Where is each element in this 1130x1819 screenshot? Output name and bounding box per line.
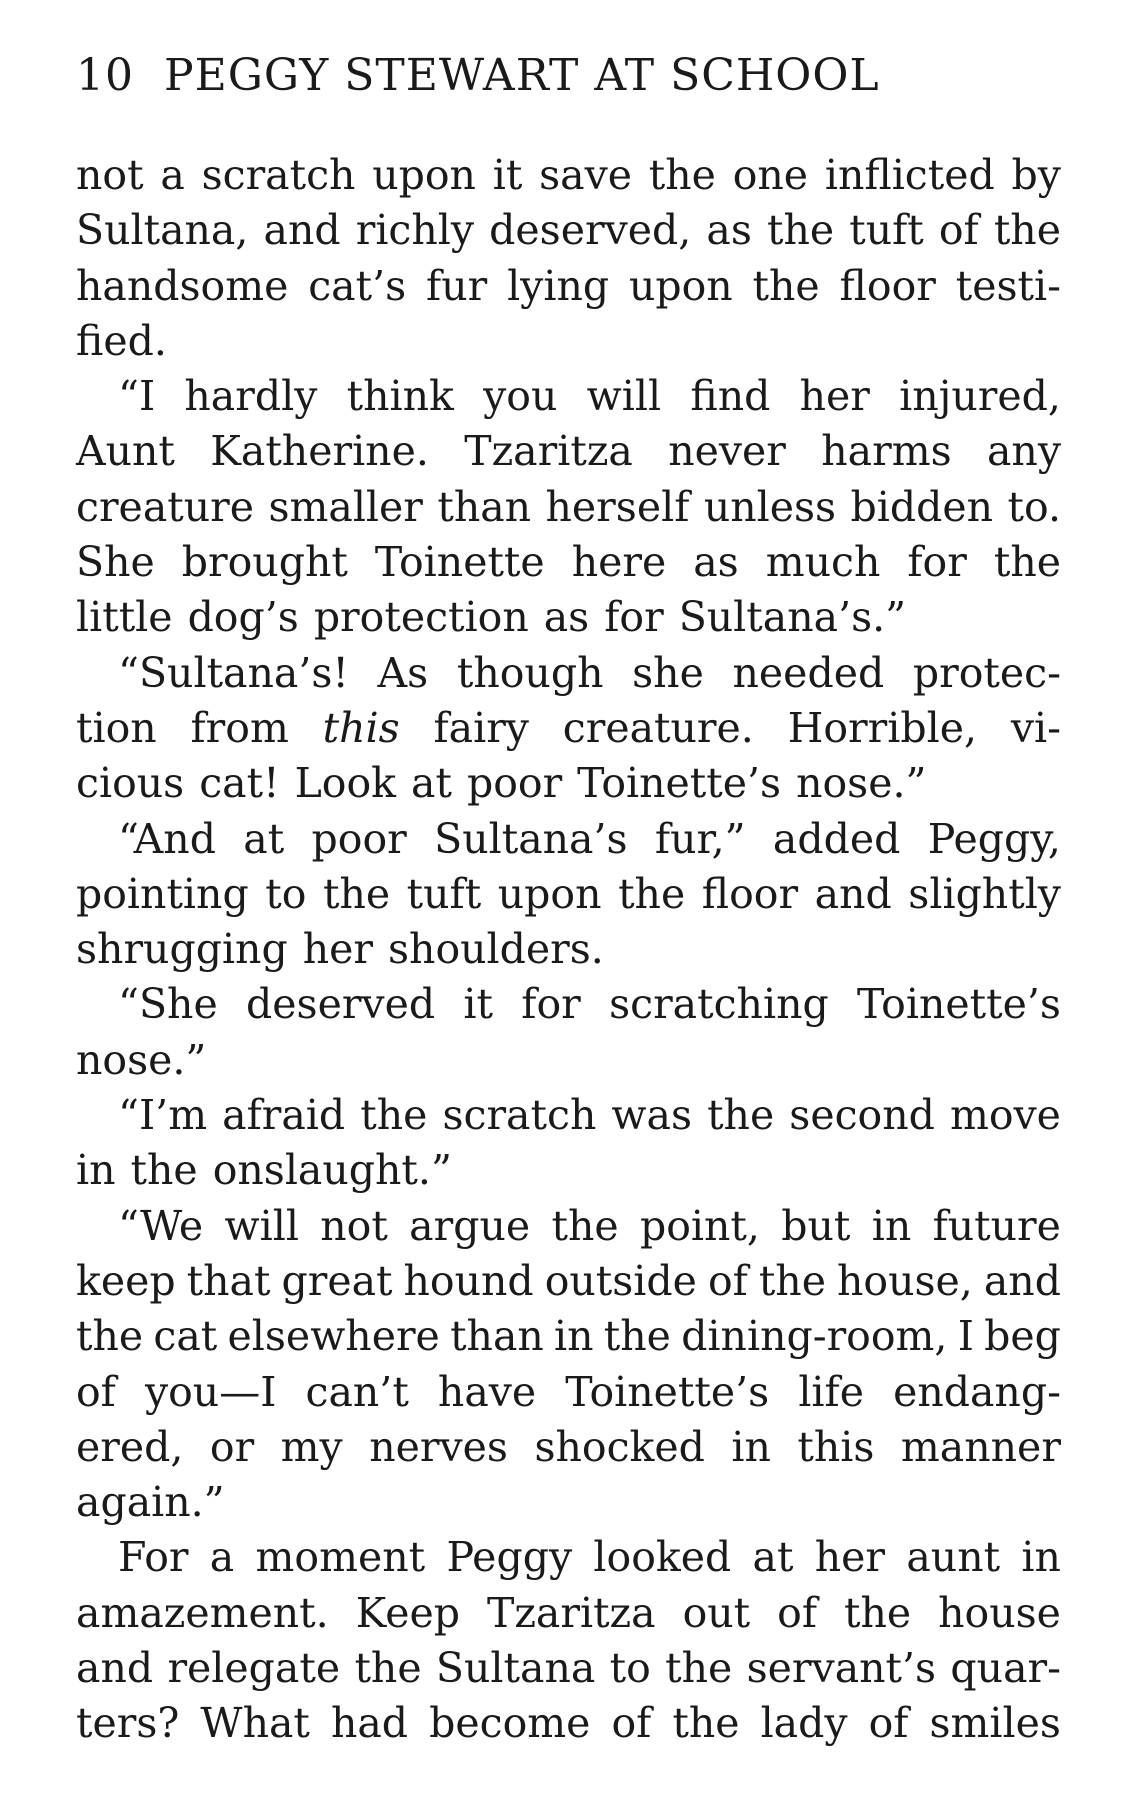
word: scratch: [442, 1091, 597, 1140]
word: bidden: [850, 482, 994, 531]
word: cat: [153, 1312, 218, 1361]
word: “We: [118, 1201, 204, 1250]
word: shocked: [534, 1422, 705, 1471]
word: tuft: [849, 206, 924, 255]
word: Horrible,: [787, 703, 978, 752]
word: Toinette’s: [577, 759, 782, 808]
word: upon: [372, 151, 476, 199]
word: here: [571, 538, 667, 587]
word: ered,: [76, 1422, 184, 1471]
word: find: [690, 372, 771, 421]
word: the: [603, 1312, 671, 1361]
word: my: [280, 1422, 343, 1471]
word: for: [907, 538, 967, 587]
text-line: [76, 1641, 1061, 1696]
word: from: [190, 703, 289, 752]
word: scratch: [201, 151, 356, 199]
word: had: [330, 1699, 409, 1748]
word: As: [377, 648, 429, 697]
text-line: [76, 1475, 1061, 1530]
word: quar-: [950, 1644, 1061, 1693]
word: lying: [507, 261, 610, 310]
word: of: [76, 1367, 116, 1416]
word: of: [611, 1699, 652, 1748]
word: save: [539, 151, 633, 199]
word: the: [354, 1644, 422, 1693]
word: outside: [544, 1256, 697, 1305]
word: upon: [497, 869, 602, 918]
word: the: [843, 1588, 912, 1637]
word: think: [346, 372, 454, 421]
word: Keep: [355, 1588, 460, 1637]
word: moment: [255, 1533, 426, 1582]
word: looked: [593, 1533, 732, 1582]
word: tuft: [406, 869, 482, 918]
word: poor: [311, 814, 407, 863]
word: it: [463, 980, 493, 1029]
word: smaller: [268, 482, 423, 531]
text-line: [76, 1586, 1061, 1641]
word: it: [492, 151, 523, 199]
word: of: [777, 1588, 817, 1637]
word: Toinette’s: [565, 1367, 770, 1416]
word: brought: [181, 538, 348, 587]
word: injured,: [899, 372, 1061, 421]
word: hound: [403, 1256, 534, 1305]
word: upon: [628, 261, 733, 310]
word: Sultana’s.”: [678, 593, 907, 642]
word: future: [932, 1201, 1061, 1250]
text-line: [76, 1088, 1061, 1143]
word: dog’s: [187, 593, 299, 642]
word: house,: [836, 1256, 973, 1305]
word: fur,”: [654, 814, 746, 863]
word: by: [1011, 151, 1061, 199]
word: the: [993, 538, 1061, 587]
word: What: [200, 1699, 310, 1748]
word: much: [765, 538, 881, 587]
word: Toinette: [374, 538, 545, 587]
word: in: [1021, 1533, 1061, 1582]
body-text: [76, 148, 1061, 1752]
word: shoulders.: [388, 925, 604, 974]
word: she: [632, 648, 704, 697]
text-line: [76, 480, 1061, 535]
word: and: [263, 206, 341, 255]
word: pointing: [76, 869, 249, 918]
word: her: [302, 925, 373, 974]
word: of: [938, 206, 979, 255]
word: Aunt: [76, 427, 175, 476]
word: “She: [118, 980, 218, 1029]
word: I: [957, 1312, 974, 1361]
word: testi-: [955, 261, 1061, 310]
word: Katherine.: [210, 427, 429, 476]
word: afraid: [222, 1091, 346, 1140]
word: again.”: [76, 1478, 225, 1527]
word: this: [797, 1422, 875, 1471]
text-line: [76, 756, 1061, 811]
word: at: [411, 759, 452, 808]
word: not: [320, 1201, 388, 1250]
word: the: [672, 1699, 740, 1748]
text-line: [76, 646, 1061, 701]
word: in: [554, 1312, 594, 1361]
word: “I: [118, 372, 156, 421]
word: added: [772, 814, 901, 863]
text-line: [76, 1309, 1061, 1364]
text-line: [76, 424, 1061, 479]
word: her: [814, 1533, 886, 1582]
word: cious: [76, 759, 185, 808]
word: as: [706, 206, 752, 255]
running-title: PEGGY STEWART AT SCHOOL: [164, 50, 880, 101]
word: creature: [76, 482, 255, 531]
word: floor: [701, 869, 799, 918]
word: nerves: [369, 1422, 508, 1471]
word: though: [456, 648, 604, 697]
word: handsome: [76, 261, 289, 310]
word: have: [437, 1367, 537, 1416]
word: was: [611, 1091, 692, 1140]
word: the: [130, 1146, 198, 1195]
word: little: [76, 593, 173, 642]
word: life: [798, 1367, 864, 1416]
word: to.: [1007, 482, 1061, 531]
word: deserved: [246, 980, 436, 1029]
text-line: [76, 922, 1061, 977]
word: deserved,: [489, 206, 692, 255]
word: as: [543, 593, 590, 642]
word: Sultana,: [76, 206, 249, 255]
word: the: [551, 1201, 619, 1250]
word: can’t: [305, 1367, 409, 1416]
word: you: [483, 372, 558, 421]
word: in: [871, 1201, 912, 1250]
word: Tzaritza: [486, 1588, 656, 1637]
word: ters?: [76, 1699, 180, 1748]
word: to: [265, 869, 307, 918]
text-line: [76, 203, 1061, 258]
word: onslaught.”: [212, 1146, 452, 1195]
word: floor: [839, 261, 936, 310]
word: dining-room,: [681, 1312, 948, 1361]
word: the: [707, 1091, 775, 1140]
word: Look: [294, 759, 397, 808]
word: of: [707, 1256, 748, 1305]
word: Tzaritza: [464, 427, 633, 476]
word: “And: [118, 814, 216, 863]
word: needed: [732, 648, 885, 697]
word: unless: [703, 482, 837, 531]
word: scratching: [609, 980, 829, 1029]
word: harms: [821, 427, 952, 476]
text-line: [76, 535, 1061, 590]
word: the: [665, 1644, 733, 1693]
word: manner: [900, 1422, 1061, 1471]
word: not: [76, 151, 144, 199]
word: at: [243, 814, 285, 863]
word: nose.”: [796, 759, 927, 808]
word: elsewhere: [227, 1312, 440, 1361]
word: fairy: [433, 703, 529, 752]
text-line: [76, 977, 1061, 1032]
word: inflicted: [824, 151, 995, 199]
text-line: [76, 148, 1061, 203]
word: but: [781, 1201, 851, 1250]
word: a: [209, 1533, 235, 1582]
text-line: [76, 812, 1061, 867]
word: and: [814, 869, 892, 918]
word: hardly: [184, 372, 318, 421]
word: the: [752, 261, 820, 310]
word: fied.: [76, 316, 167, 365]
word: in: [76, 1146, 116, 1195]
text-line: [76, 1199, 1061, 1254]
word: great: [281, 1256, 393, 1305]
text-line: [76, 1696, 1061, 1751]
text-line: [76, 1530, 1061, 1585]
word: and: [76, 1644, 154, 1693]
word: protection: [313, 593, 529, 642]
word: her: [799, 372, 870, 421]
text-line: [76, 1420, 1061, 1475]
word: tion: [76, 703, 157, 752]
word: aunt: [906, 1533, 1001, 1582]
word: amazement.: [76, 1588, 329, 1637]
page-number: 10: [76, 50, 134, 101]
word: servant’s: [746, 1644, 937, 1693]
word: argue: [409, 1201, 531, 1250]
running-head: [76, 46, 976, 106]
word: herself: [545, 482, 690, 531]
word: point,: [639, 1201, 760, 1250]
word: lady: [760, 1699, 848, 1748]
word: you—I: [144, 1367, 277, 1416]
word: any: [986, 427, 1061, 476]
word: vi-: [1010, 703, 1061, 752]
word: a: [160, 151, 185, 199]
word: For: [118, 1533, 189, 1582]
word: “I’m: [118, 1091, 208, 1140]
text-line: [76, 369, 1061, 424]
word: endang-: [893, 1367, 1061, 1416]
word: Peggy: [446, 1533, 573, 1582]
text-line: [76, 1365, 1061, 1420]
word: move: [949, 1091, 1061, 1140]
word: never: [668, 427, 786, 476]
word: in: [731, 1422, 771, 1471]
word: richly: [355, 206, 475, 255]
word: shrugging: [76, 925, 288, 974]
word: keep: [76, 1256, 176, 1305]
word: the: [322, 869, 391, 918]
word: slightly: [908, 869, 1061, 918]
word: beg: [984, 1312, 1061, 1361]
text-line: [76, 1143, 1061, 1198]
text-line: [76, 259, 1061, 314]
word: the: [766, 206, 835, 255]
word: the: [648, 151, 716, 199]
word: as: [693, 538, 739, 587]
word: Sultana: [435, 1644, 596, 1693]
word: for: [521, 980, 581, 1029]
word: the: [758, 1256, 826, 1305]
text-line: [76, 314, 1061, 369]
text-line: [76, 701, 1061, 756]
word: relegate: [167, 1644, 341, 1693]
word: second: [789, 1091, 935, 1140]
word: creature.: [562, 703, 754, 752]
word: of: [868, 1699, 909, 1748]
word: the: [76, 1312, 144, 1361]
italic-word: this: [322, 703, 400, 752]
word: the: [618, 869, 686, 918]
word: cat’s: [308, 261, 407, 310]
word: or: [209, 1422, 255, 1471]
word: fur: [426, 261, 488, 310]
word: out: [682, 1588, 751, 1637]
word: will: [224, 1201, 299, 1250]
word: protec-: [912, 648, 1061, 697]
word: Peggy,: [927, 814, 1061, 863]
word: become: [429, 1699, 591, 1748]
word: poor: [466, 759, 563, 808]
word: and: [983, 1256, 1061, 1305]
word: She: [76, 538, 155, 587]
text-line: [76, 590, 1061, 645]
word: than: [450, 1312, 544, 1361]
word: one: [732, 151, 809, 199]
text-line: [76, 1254, 1061, 1309]
word: that: [186, 1256, 271, 1305]
text-line: [76, 867, 1061, 922]
word: nose.”: [76, 1035, 207, 1084]
word: to: [609, 1644, 651, 1693]
word: smiles: [929, 1699, 1061, 1748]
word: Sultana’s: [434, 814, 628, 863]
word: “Sultana’s!: [118, 648, 349, 697]
word: for: [604, 593, 664, 642]
word: at: [752, 1533, 794, 1582]
word: Toinette’s: [857, 980, 1061, 1029]
word: than: [437, 482, 532, 531]
word: cat!: [199, 759, 280, 808]
text-line: [76, 1033, 1061, 1088]
word: the: [360, 1091, 428, 1140]
word: will: [586, 372, 662, 421]
word: house: [938, 1588, 1061, 1637]
word: the: [993, 206, 1061, 255]
